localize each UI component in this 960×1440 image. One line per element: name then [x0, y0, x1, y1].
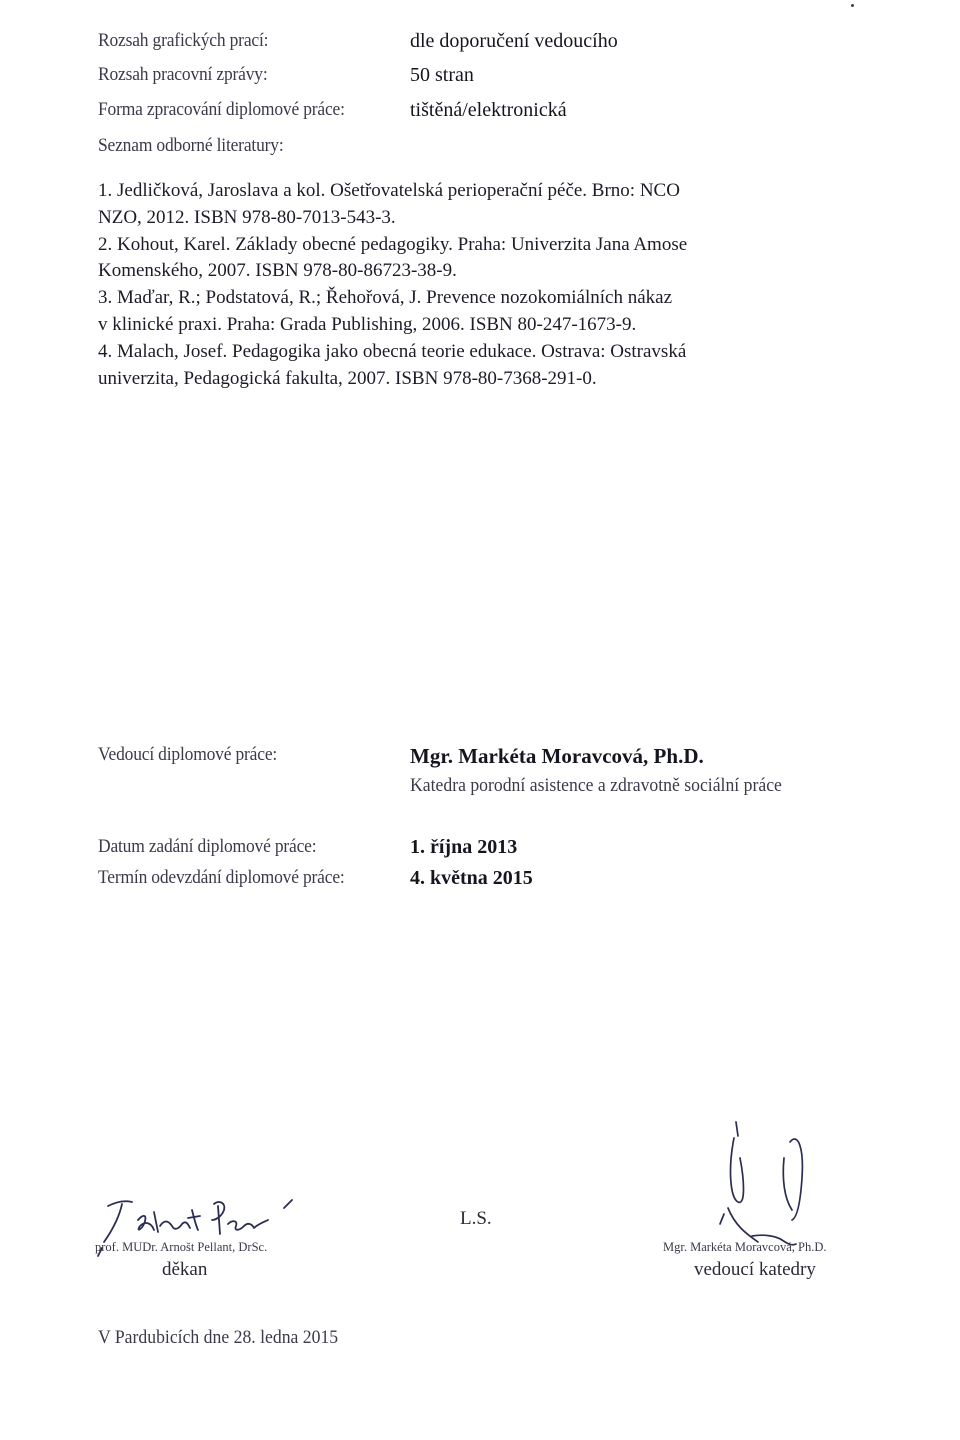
literature-item	[98, 232, 838, 286]
report-label: Rozsah pracovní zprávy:	[98, 64, 268, 85]
literature-item	[98, 178, 838, 232]
literature-line: 4. Malach, Josef. Pedagogika jako obecná teorie edukace. Ostrava: Ostravská	[98, 340, 687, 362]
assigned-date-value: 1. října 2013	[410, 836, 518, 858]
due-date-value: 4. května 2015	[410, 867, 533, 889]
report-value: 50 stran	[410, 64, 474, 86]
literature-line: 3. Maďar, R.; Podstatová, R.; Řehořová, J. Prevence nozokomiálních nákaz	[98, 287, 672, 309]
literature-line: v klinické praxi. Praha: Grada Publishing, 2006. ISBN 80-247-1673-9.	[98, 313, 637, 335]
literature-line: univerzita, Pedagogická fakulta, 2007. ISBN 978-80-7368-291-0.	[98, 367, 597, 389]
head-name: Mgr. Markéta Moravcová, Ph.D.	[663, 1240, 827, 1254]
literature-line: Komenského, 2007. ISBN 978-80-86723-38-9.	[98, 260, 457, 282]
literature-line: 2. Kohout, Karel. Základy obecné pedagogiky. Praha: Univerzita Jana Amose	[98, 233, 688, 255]
dean-name: prof. MUDr. Arnošt Pellant, DrSc.	[95, 1240, 268, 1254]
scan-speck	[851, 4, 854, 7]
supervisor-department: Katedra porodní asistence a zdravotně sociální práce	[410, 775, 782, 796]
literature-list	[98, 178, 838, 392]
literature-item	[98, 339, 838, 393]
literature-line: NZO, 2012. ISBN 978-80-7013-543-3.	[98, 206, 396, 228]
place-date: V Pardubicích dne 28. ledna 2015	[98, 1327, 339, 1348]
literature-line: 1. Jedličková, Jaroslava a kol. Ošetřovatelská perioperační péče. Brno: NCO	[98, 180, 680, 201]
form-value: tištěná/elektronická	[410, 99, 567, 121]
form-label: Forma zpracování diplomové práce:	[98, 99, 345, 120]
literature-label: Seznam odborné literatury:	[98, 135, 284, 156]
literature-item	[98, 285, 838, 339]
graphics-label: Rozsah grafických prací:	[98, 30, 269, 51]
supervisor-name: Mgr. Markéta Moravcová, Ph.D.	[410, 744, 704, 768]
head-role: vedoucí katedry	[694, 1259, 816, 1280]
dean-role: děkan	[162, 1259, 208, 1280]
graphics-value: dle doporučení vedoucího	[410, 30, 618, 52]
assigned-date-label: Datum zadání diplomové práce:	[98, 836, 317, 857]
supervisor-label: Vedoucí diplomové práce:	[98, 744, 278, 765]
seal-placeholder: L.S.	[460, 1208, 492, 1229]
due-date-label: Termín odevzdání diplomové práce:	[98, 867, 345, 888]
